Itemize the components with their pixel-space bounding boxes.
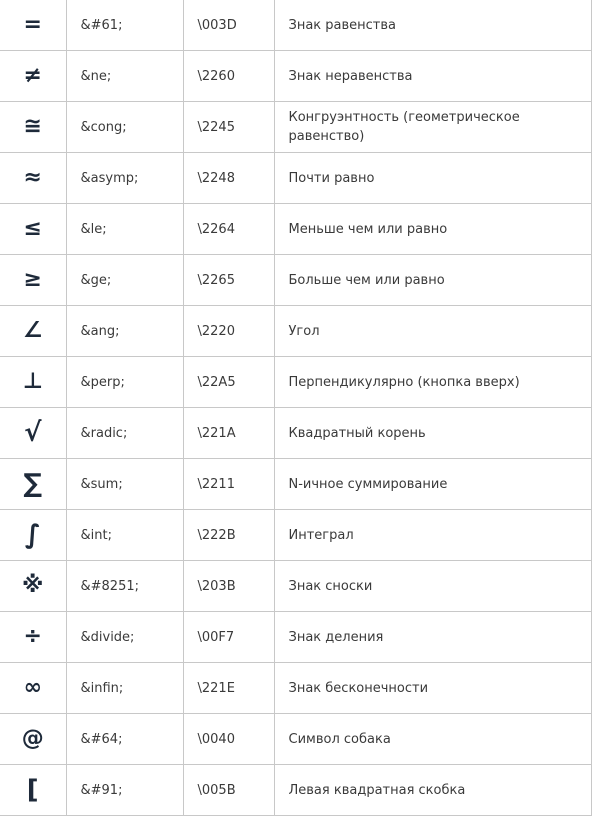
angle-sign: ∠ <box>22 317 43 343</box>
description-cell: Конгруэнтность (геометрическое равенство) <box>274 102 592 153</box>
symbol-cell <box>0 765 66 816</box>
symbol-cell <box>0 255 66 306</box>
entity-cell: &divide; <box>66 612 183 663</box>
entity-cell: &radic; <box>66 408 183 459</box>
description-cell: Перпендикулярно (кнопка вверх) <box>274 357 592 408</box>
table-row <box>0 561 592 612</box>
css-code-cell: \0040 <box>183 714 274 765</box>
symbol-cell <box>0 714 66 765</box>
symbol-cell <box>0 0 66 51</box>
table-row <box>0 51 592 102</box>
symbol-cell <box>0 663 66 714</box>
entity-cell: &ne; <box>66 51 183 102</box>
css-code-cell: \2248 <box>183 153 274 204</box>
symbol-cell <box>0 561 66 612</box>
entity-cell: &sum; <box>66 459 183 510</box>
css-code-cell: \203B <box>183 561 274 612</box>
perpendicular-sign: ⊥ <box>22 368 43 394</box>
css-code-cell: \005B <box>183 765 274 816</box>
less-or-equal-sign: ≤ <box>23 215 42 241</box>
symbol-cell <box>0 153 66 204</box>
symbol-cell <box>0 459 66 510</box>
symbol-cell <box>0 357 66 408</box>
table-row <box>0 0 592 51</box>
entity-cell: &asymp; <box>66 153 183 204</box>
infinity-sign: ∞ <box>23 674 42 700</box>
css-code-cell: \2245 <box>183 102 274 153</box>
table-row <box>0 306 592 357</box>
css-code-cell: \003D <box>183 0 274 51</box>
table-row <box>0 765 592 816</box>
congruent-sign: ≅ <box>23 113 42 139</box>
symbol-cell <box>0 408 66 459</box>
table-row <box>0 357 592 408</box>
css-code-cell: \221E <box>183 663 274 714</box>
description-cell: Меньше чем или равно <box>274 204 592 255</box>
description-cell: Почти равно <box>274 153 592 204</box>
at-sign: @ <box>21 725 44 751</box>
description-cell: Знак равенства <box>274 0 592 51</box>
css-code-cell: \00F7 <box>183 612 274 663</box>
entity-cell: &#64; <box>66 714 183 765</box>
reference-mark-sign: ※ <box>22 572 44 598</box>
table-row <box>0 510 592 561</box>
description-cell: N-ичное суммирование <box>274 459 592 510</box>
symbol-cell <box>0 510 66 561</box>
entity-cell: &int; <box>66 510 183 561</box>
entity-cell: &le; <box>66 204 183 255</box>
equals-sign: = <box>23 11 42 37</box>
table-row <box>0 612 592 663</box>
symbol-cell <box>0 612 66 663</box>
css-code-cell: \222B <box>183 510 274 561</box>
entity-cell: &#61; <box>66 0 183 51</box>
description-cell: Угол <box>274 306 592 357</box>
integral-sign: ∫ <box>24 519 41 550</box>
entity-cell: &infin; <box>66 663 183 714</box>
description-cell: Интеграл <box>274 510 592 561</box>
description-cell: Квадратный корень <box>274 408 592 459</box>
description-cell: Символ собака <box>274 714 592 765</box>
entity-cell: &#8251; <box>66 561 183 612</box>
table-row <box>0 204 592 255</box>
table-row <box>0 408 592 459</box>
css-code-cell: \2211 <box>183 459 274 510</box>
description-cell: Знак деления <box>274 612 592 663</box>
css-code-cell: \2265 <box>183 255 274 306</box>
table-row <box>0 714 592 765</box>
entity-cell: &ge; <box>66 255 183 306</box>
css-code-cell: \2264 <box>183 204 274 255</box>
division-sign: ÷ <box>23 623 42 649</box>
css-code-cell: \221A <box>183 408 274 459</box>
left-square-bracket-sign: [ <box>26 774 39 805</box>
square-root-sign: √ <box>24 417 42 448</box>
table-row <box>0 102 592 153</box>
css-code-cell: \22A5 <box>183 357 274 408</box>
table-row <box>0 663 592 714</box>
not-equal-sign: ≠ <box>23 62 42 88</box>
table-row <box>0 459 592 510</box>
entity-cell: &ang; <box>66 306 183 357</box>
symbol-cell <box>0 102 66 153</box>
description-cell: Левая квадратная скобка <box>274 765 592 816</box>
css-code-cell: \2260 <box>183 51 274 102</box>
description-cell: Знак сноски <box>274 561 592 612</box>
entity-cell: &#91; <box>66 765 183 816</box>
entity-cell: &perp; <box>66 357 183 408</box>
symbol-cell <box>0 204 66 255</box>
description-cell: Больше чем или равно <box>274 255 592 306</box>
table-row <box>0 153 592 204</box>
almost-equal-sign: ≈ <box>23 164 42 190</box>
symbol-cell <box>0 306 66 357</box>
greater-or-equal-sign: ≥ <box>23 266 42 292</box>
css-code-cell: \2220 <box>183 306 274 357</box>
symbol-cell <box>0 51 66 102</box>
description-cell: Знак неравенства <box>274 51 592 102</box>
table-row <box>0 255 592 306</box>
entity-cell: &cong; <box>66 102 183 153</box>
description-cell: Знак бесконечности <box>274 663 592 714</box>
summation-sign: ∑ <box>23 468 43 499</box>
